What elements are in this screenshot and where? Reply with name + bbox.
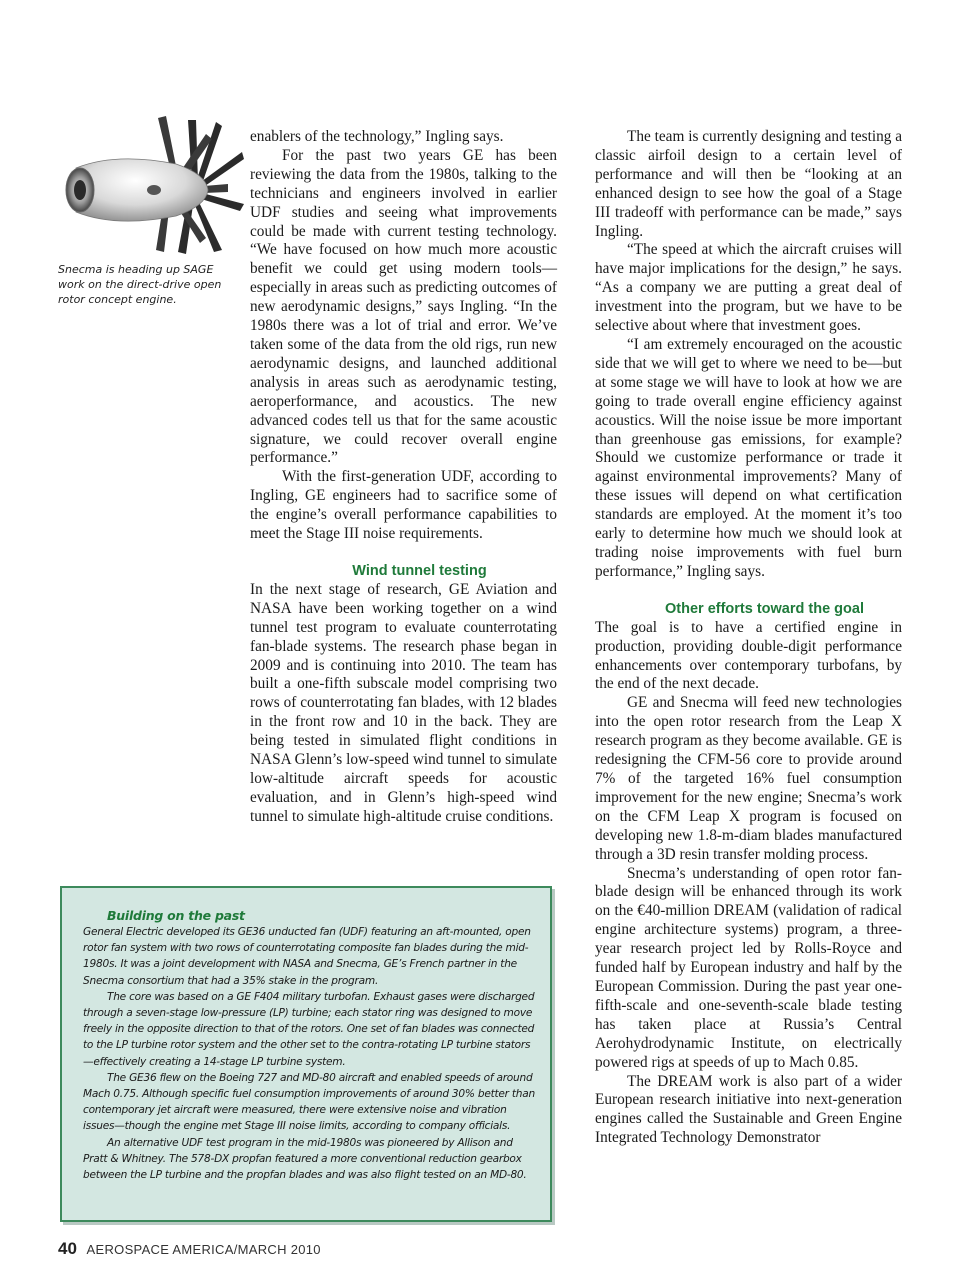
sidebar-title: Building on the past — [107, 908, 245, 923]
paragraph: The goal is to have a certified engine in production, providing double-digit performance enhancements over contemporary turbofans, by the end of the next decade. — [595, 618, 902, 693]
article-column-1 — [250, 128, 557, 827]
sidebar-paragraph: The GE36 flew on the Boeing 727 and MD-80 aircraft and enabled speeds of around Mach 0.75. Although specific fuel consumption improvements of around 30% better than contemporary jet aircraft were measured, there were extensive noise and vibration issues—though the engine met Stage III noise limits, according to company officials. — [83, 1071, 535, 1133]
paragraph: enablers of the technology,” Ingling says. — [250, 128, 504, 145]
paragraph: “I am extremely encouraged on the acoustic side that we will get to where we need to be—but at some stage we will have to look at how we are going to trade overall engine efficiency against acoustics. Will the noise issue be more important than greenhouse gas emissions, for example? Should we customize performance or trade it against environmental improvements? Many of these issues will depend on what certification standards are employed. At the moment it’s too early to determine how much we should look at trading noise improvements with fuel burn performance,” Ingling says. — [595, 335, 902, 580]
paragraph: In the next stage of research, GE Aviation and NASA have been working together on a wind tunnel test program to evaluate counterrotating fan-blade systems. The research phase began in 2009 and is continuing into 2010. The team has built a one-fifth subscale model comprising two rows of counterrotating fan blades, with 12 blades in the front row and 10 in the back. They are being tested in simulated flight conditions in NASA Glenn’s low-speed wind tunnel to simulate low-altitude aircraft speeds for acoustic evaluation, and in Glenn’s high-speed wind tunnel to simulate high-altitude cruise conditions. — [250, 580, 557, 825]
sidebar-paragraph: The core was based on a GE F404 military turbofan. Exhaust gases were discharged through a seven-stage low-pressure (LP) turbine; each stator ring was designed to move freely in the opposite direction to that of the rotors. One set of fan blades was connected to the LP turbine rotor system and the other set to the contra-rotating LP turbine stators—effectively creating a 14-stage LP turbine system. — [83, 990, 535, 1068]
paragraph: GE and Snecma will feed new technologies into the open rotor research from the Leap X research program as they become available. GE is redesigning the CFM-56 core to provide around 7% of the targeted 16% fuel consumption improvement for the new engine; Snecma’s work on the CFM Leap X program is focused on developing new 1.8-m-diam blades manufactured through a 3D resin transfer molding process. — [595, 694, 902, 863]
page-footer — [58, 1239, 321, 1259]
paragraph: For the past two years GE has been reviewing the data from the 1980s, talking to the technicians and engineers involved in earlier UDF studies and seeing what improvements could be made with current testing technology. “We have focused on how much more acoustic benefit we could get using modern tools—especially in areas such as predicting outcomes of new aerodynamic designs,” says Ingling. “In the 1980s there was a lot of trial and error. We’ve taken some of the data from the old rigs, run new aerodynamic designs, and launched additional analysis in areas such as aerodynamic testing, aeroperformance, and acoustics. The new advanced codes tell us that for the same acoustic signature, we could recover overall engine performance.” — [250, 146, 557, 467]
paragraph: Snecma’s understanding of open rotor fan-blade design will be enhanced through its work on the €40-million DREAM (validation of radical engine architecture systems) program, a three-year research project led by Rolls-Royce and funded half by European industry and half by the European Commission. During the past year one-fifth-scale and one-seventh-scale blade testing has taken place at Russia’s Central Aerohydrodynamic Institute, on electrically powered rigs at speeds of up to Mach 0.85. — [595, 864, 902, 1071]
sidebar-paragraph: An alternative UDF test program in the mid-1980s was pioneered by Allison and Pratt & Whitney. The 578-DX propfan featured a more conventional reduction gearbox between the LP turbine and the propfan blades and was also flight tested on an MD-80. — [83, 1136, 527, 1182]
section-heading: Wind tunnel testing — [352, 562, 487, 579]
page-number: 40 — [58, 1239, 77, 1258]
publication-name: AEROSPACE AMERICA/MARCH 2010 — [86, 1242, 321, 1257]
section-heading: Other efforts toward the goal — [665, 600, 864, 617]
sidebar-box — [60, 886, 552, 1222]
sidebar-paragraph: General Electric developed its GE36 unducted fan (UDF) featuring an aft-mounted, open rotor fan system with two rows of counterrotating composite fan blades during the mid-1980s. It was a joint development with NASA and Snecma, GE’s French partner in the Snecma consortium that had a 35% stake in the program. — [83, 926, 531, 987]
figure-caption: Snecma is heading up SAGE work on the direct-drive open rotor concept engine. — [58, 263, 222, 306]
paragraph: The DREAM work is also part of a wider European research initiative into next-generation engines called the Sustainable and Green Engine Integrated Technology Demonstrator — [595, 1072, 902, 1147]
paragraph: “The speed at which the aircraft cruises will have major implications for the design,” he says. “As a company we are putting a great deal of investment into the program, but we have to be selective about where that investment goes. — [595, 241, 902, 335]
sidebar-content — [83, 908, 538, 1183]
open-rotor-engine-photo — [46, 112, 246, 258]
article-column-2 — [595, 128, 902, 1148]
paragraph: The team is currently designing and testing a classic airfoil design to a certain level of performance and will then be “looking at an enhanced design to see how the goal of a Stage III tradeoff with performance can be made,” says Ingling. — [595, 128, 902, 240]
paragraph: With the first-generation UDF, according to Ingling, GE engineers had to sacrifice some of the engine’s overall performance capabilities to meet the Stage III noise requirements. — [250, 468, 557, 543]
